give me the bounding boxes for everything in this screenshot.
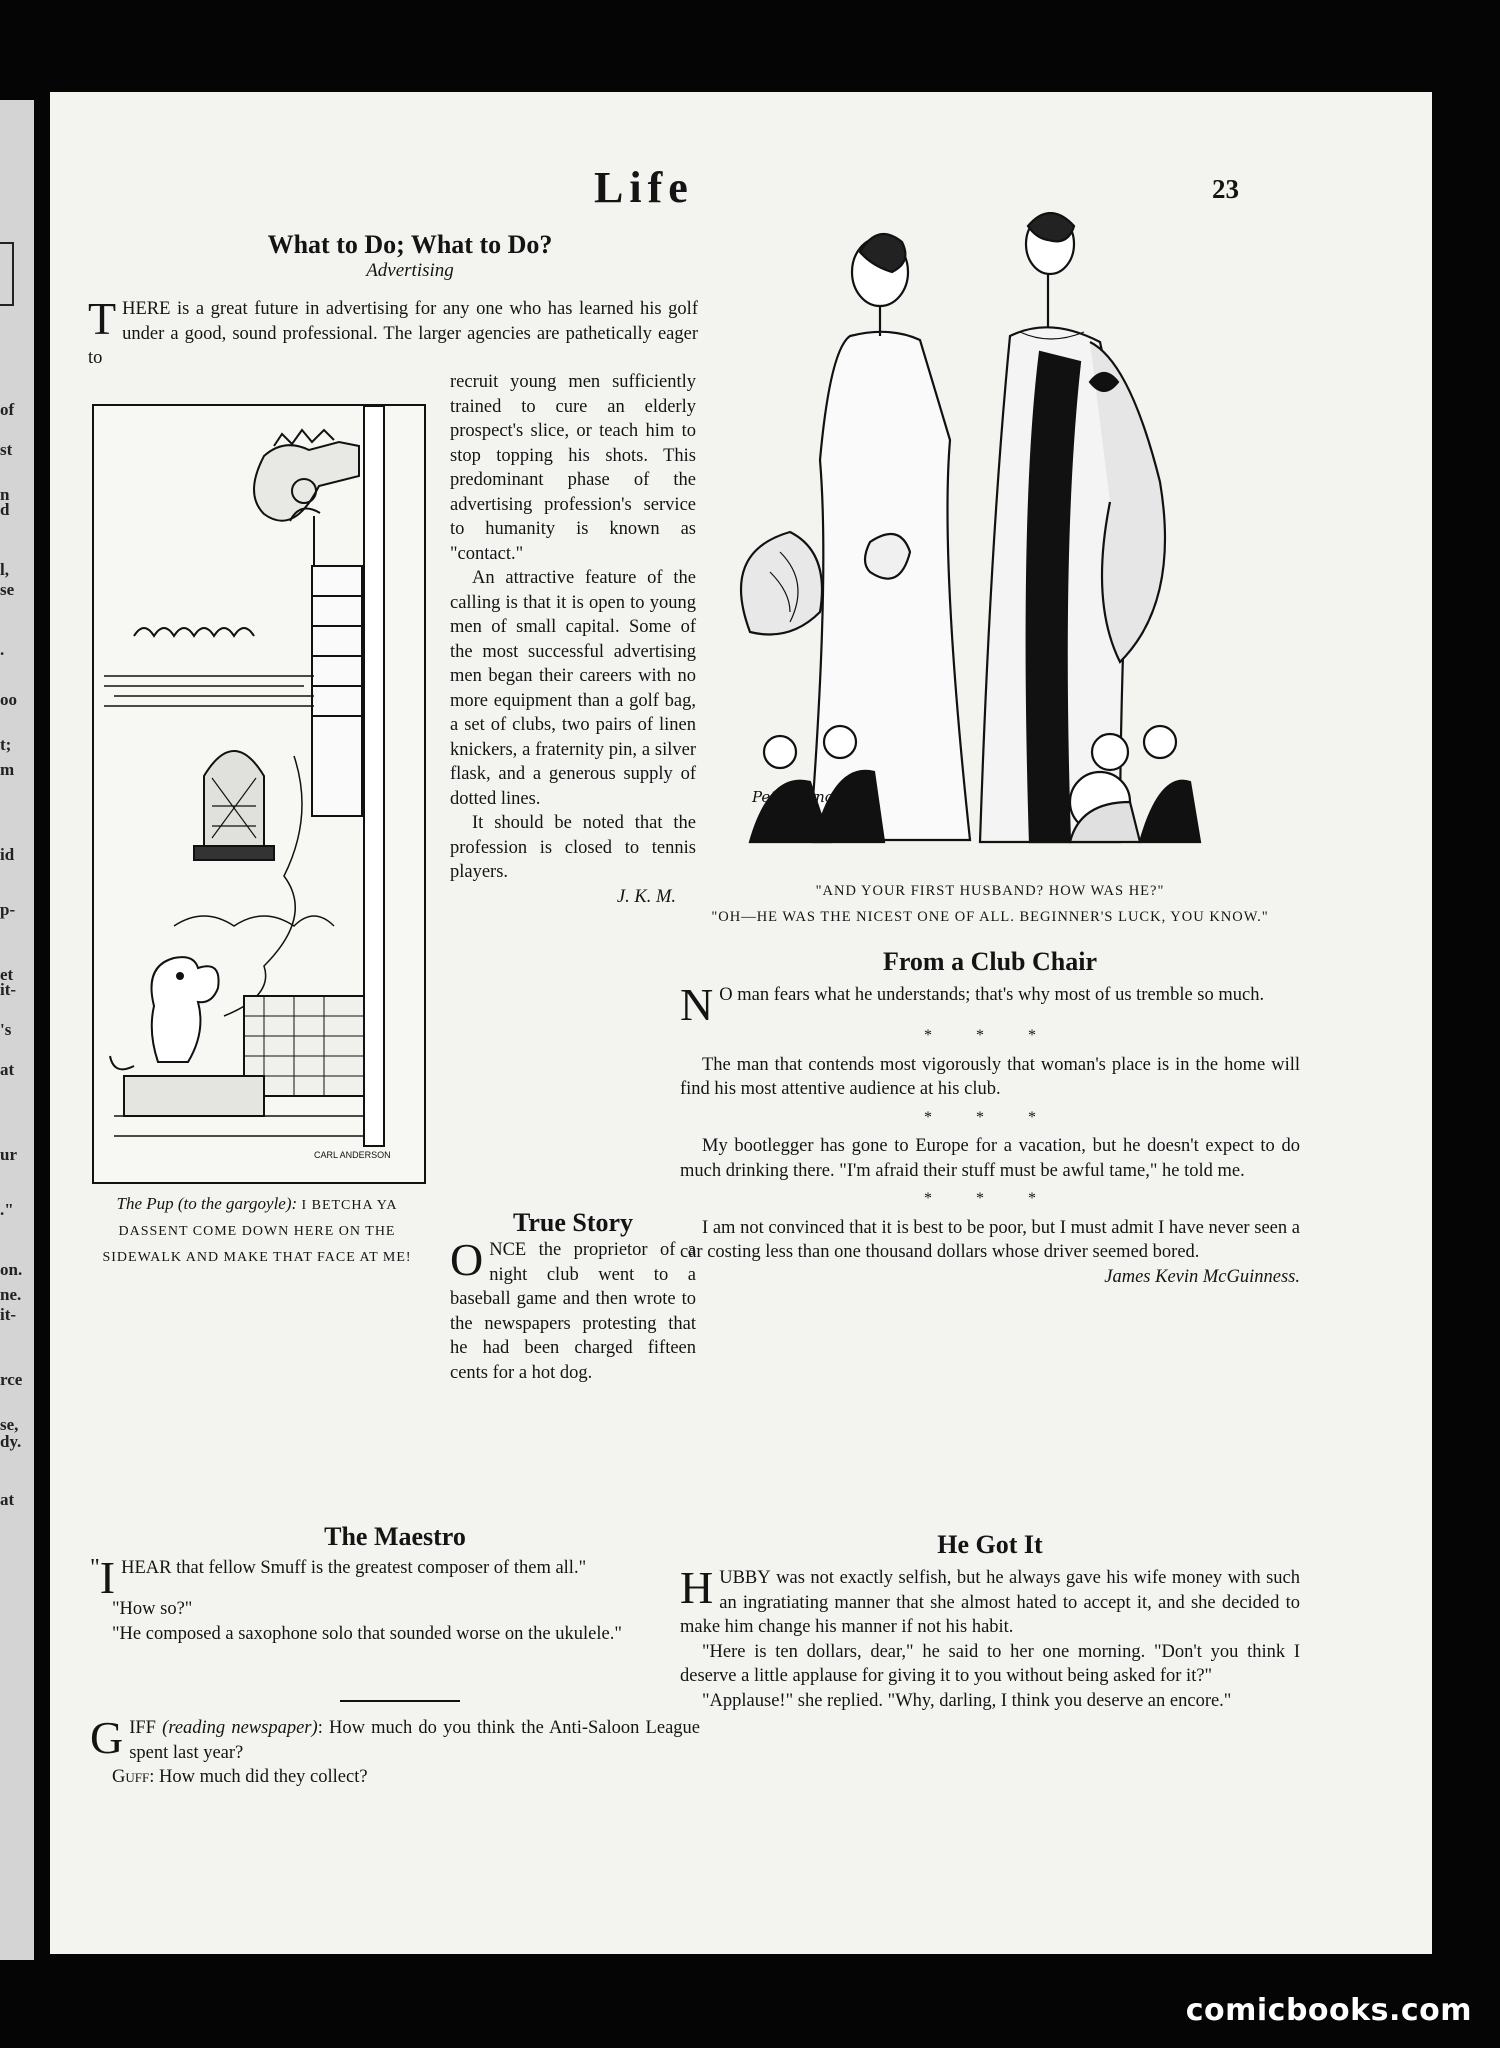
advertising-header (120, 230, 700, 282)
previous-page-fragment: at (0, 1060, 15, 1079)
previous-page-fragment: et (0, 965, 14, 984)
giff-speaker: IFF (129, 1718, 156, 1738)
previous-page-fragment: it- (0, 980, 17, 999)
previous-page-fragment: ur (0, 1145, 17, 1164)
club-chair-body (680, 979, 1300, 1289)
club-chair (680, 947, 1300, 1289)
he-got-it-body (680, 1562, 1300, 1713)
previous-page-fragment: dy. (0, 1432, 22, 1451)
previous-page-fragment: m (0, 760, 15, 779)
magazine-page (50, 92, 1432, 1954)
true-story-body: the proprietor of a night club went to a baseball game and then wrote to the newspapers protesting that he had been charged fifteen cents for a hot dog. (450, 1240, 696, 1383)
guff-answer: How much did they collect? (154, 1767, 368, 1787)
club-chair-divider-2: * * * (924, 1108, 1056, 1126)
club-chair-paragraph-1 (680, 979, 1300, 1030)
advertising-title: What to Do; What to Do? (267, 230, 553, 259)
maestro (90, 1522, 700, 1646)
he-got-it-text-1: was not exactly selfish, but he always gave his wife money with such an ingratiating manner that she almost hated to accept it, and she decided to make him change his manner if not his habit. (680, 1568, 1300, 1637)
pup-caption-quote: I BETCHA YA DASSENT COME DOWN HERE ON THE SIDEWALK AND MAKE THAT FACE AT ME! (102, 1198, 412, 1265)
arno-caption (690, 878, 1290, 930)
true-story-lead-word: NCE (489, 1240, 527, 1260)
advertising-lead-word: HERE (122, 299, 171, 319)
giff-stage-direction: (reading newspaper) (162, 1718, 318, 1738)
club-chair-paragraph-4: I am not convinced that it is best to be poor, but I must admit I have never seen a car costing less than one thousand dollars whose driver seemed bored. (680, 1217, 1300, 1262)
previous-page-fragment: p- (0, 900, 16, 919)
previous-page-fragment: it- (0, 1305, 17, 1324)
club-chair-text-1: O man fears what he understands; that's why most of us tremble so much. (719, 985, 1265, 1005)
previous-page-fragment: se (0, 580, 15, 599)
maestro-body (90, 1552, 700, 1646)
advertising-intro (88, 297, 698, 371)
advertising-column (450, 370, 696, 909)
maestro-paragraph-2: "How so?" (112, 1599, 193, 1619)
previous-page-fragment: at (0, 1490, 15, 1509)
previous-page-fragment: se, (0, 1415, 19, 1434)
pup-gargoyle-cartoon (92, 404, 426, 1184)
arno-caption-line-1: "AND YOUR FIRST HUSBAND? HOW WAS HE?" (815, 883, 1165, 899)
arno-caption-line-2: "OH—HE WAS THE NICEST ONE OF ALL. BEGINNER'S LUCK, YOU KNOW." (711, 909, 1269, 925)
arno-artist-signature: Peter Arno (752, 788, 834, 806)
maestro-separator-rule (340, 1700, 460, 1702)
club-chair-paragraph-2: The man that contends most vigorously that woman's place is in the home will find his most attentive audience at his club. (680, 1054, 1300, 1099)
advertising-signature: J. K. M. (616, 886, 676, 907)
pup-artist-signature: CARL ANDERSON (314, 1150, 391, 1160)
true-story-text (450, 1234, 696, 1385)
previous-page-fragment: rce (0, 1370, 23, 1389)
club-chair-paragraph-3: My bootlegger has gone to Europe for a vacation, but he doesn't expect to do much drinking there. "I'm afraid their stuff must be awful tame," he told me. (680, 1136, 1300, 1181)
guff-speaker: Guff: (112, 1767, 155, 1787)
he-got-it-paragraph-1 (680, 1562, 1300, 1640)
maestro-lead-word: HEAR (121, 1558, 172, 1578)
he-got-it-paragraph-2: "Here is ten dollars, dear," he said to her one morning. "Don't you think I deserve a little applause for giving it to you without being asked for it?" (680, 1641, 1300, 1686)
maestro-drop-cap: I (99, 1552, 116, 1603)
previous-page-fragment: oo (0, 690, 17, 709)
club-chair-signature: James Kevin McGuinness. (1104, 1266, 1300, 1287)
giff-guff-joke (90, 1712, 700, 1790)
advertising-paragraph-1: recruit young men sufficiently trained to cure an elderly prospect's slice, or teach him to stop topping his shots. This predominant phase of the advertising profession's service to humanity is known as "contact." (450, 372, 696, 564)
advertising-subtitle: Advertising (366, 260, 454, 281)
true-story-drop-cap: O (450, 1234, 484, 1285)
he-got-it-drop-cap: H (680, 1562, 714, 1613)
maestro-text-1: that fellow Smuff is the greatest composer of them all." (171, 1558, 587, 1578)
he-got-it (680, 1530, 1300, 1713)
he-got-it-paragraph-3: "Applause!" she replied. "Why, darling, I think you deserve an encore." (702, 1690, 1232, 1711)
giff-line (90, 1712, 700, 1765)
previous-page-fragment: n (0, 485, 10, 504)
previous-page-fragment: st (0, 440, 13, 459)
true-story-title: True Story (512, 1208, 634, 1237)
he-got-it-title: He Got It (937, 1530, 1043, 1559)
previous-page-fragment: id (0, 845, 15, 864)
advertising-intro-text: is a great future in advertising for any one who has learned his golf under a good, sound professional. The larger agencies are pathetically eager to (88, 299, 698, 368)
maestro-paragraph-1 (90, 1552, 700, 1603)
pup-caption-speaker: The Pup (to the gargoyle): (116, 1194, 298, 1213)
previous-page-rule (0, 242, 14, 306)
previous-page-fragment: l, (0, 560, 9, 579)
club-chair-title: From a Club Chair (882, 947, 1098, 976)
previous-page-fragment: . (0, 640, 5, 659)
previous-page-fragment: 's (0, 1020, 12, 1039)
previous-page-fragment: d (0, 500, 10, 519)
site-watermark: comicbooks.com (1185, 1993, 1472, 2028)
he-got-it-lead-word: UBBY (719, 1568, 771, 1588)
page-number: 23 (1212, 174, 1239, 204)
previous-page-fragment: ne. (0, 1285, 22, 1304)
giff-drop-cap: G (90, 1712, 124, 1763)
previous-page-fragment: t; (0, 735, 12, 754)
club-chair-divider-1: * * * (924, 1027, 1056, 1044)
arno-two-women-cartoon (710, 212, 1280, 872)
giff-question: : How much do you think the Anti-Saloon League spent last year? (129, 1718, 700, 1763)
guff-line (90, 1765, 700, 1790)
maestro-title: The Maestro (324, 1522, 466, 1551)
pup-gargoyle-illustration (94, 406, 424, 1182)
advertising-drop-cap: T (88, 297, 117, 344)
masthead: Life (594, 163, 694, 212)
previous-page-edge (0, 100, 34, 1960)
previous-page-fragment: on. (0, 1260, 23, 1279)
pup-caption (90, 1192, 424, 1270)
club-chair-divider-3: * * * (924, 1190, 1056, 1207)
maestro-open-quote: " (90, 1555, 100, 1581)
true-story (450, 1208, 696, 1385)
arno-illustration (710, 212, 1280, 872)
advertising-paragraph-3: It should be noted that the profession is closed to tennis players. (450, 813, 696, 882)
previous-page-fragment: of (0, 400, 15, 419)
advertising-paragraph-2: An attractive feature of the calling is that it is open to young men of small capital. Some of the most successful advertising men began their careers with no more equipment than a golf bag, a set of clubs, two pairs of linen knickers, a fraternity pin, a silver flask, and a generous supply of dotted lines. (450, 568, 696, 809)
club-chair-drop-cap: N (680, 979, 714, 1030)
previous-page-fragment: ." (0, 1200, 14, 1219)
maestro-paragraph-3: "He composed a saxophone solo that sounded worse on the ukulele." (112, 1623, 622, 1644)
